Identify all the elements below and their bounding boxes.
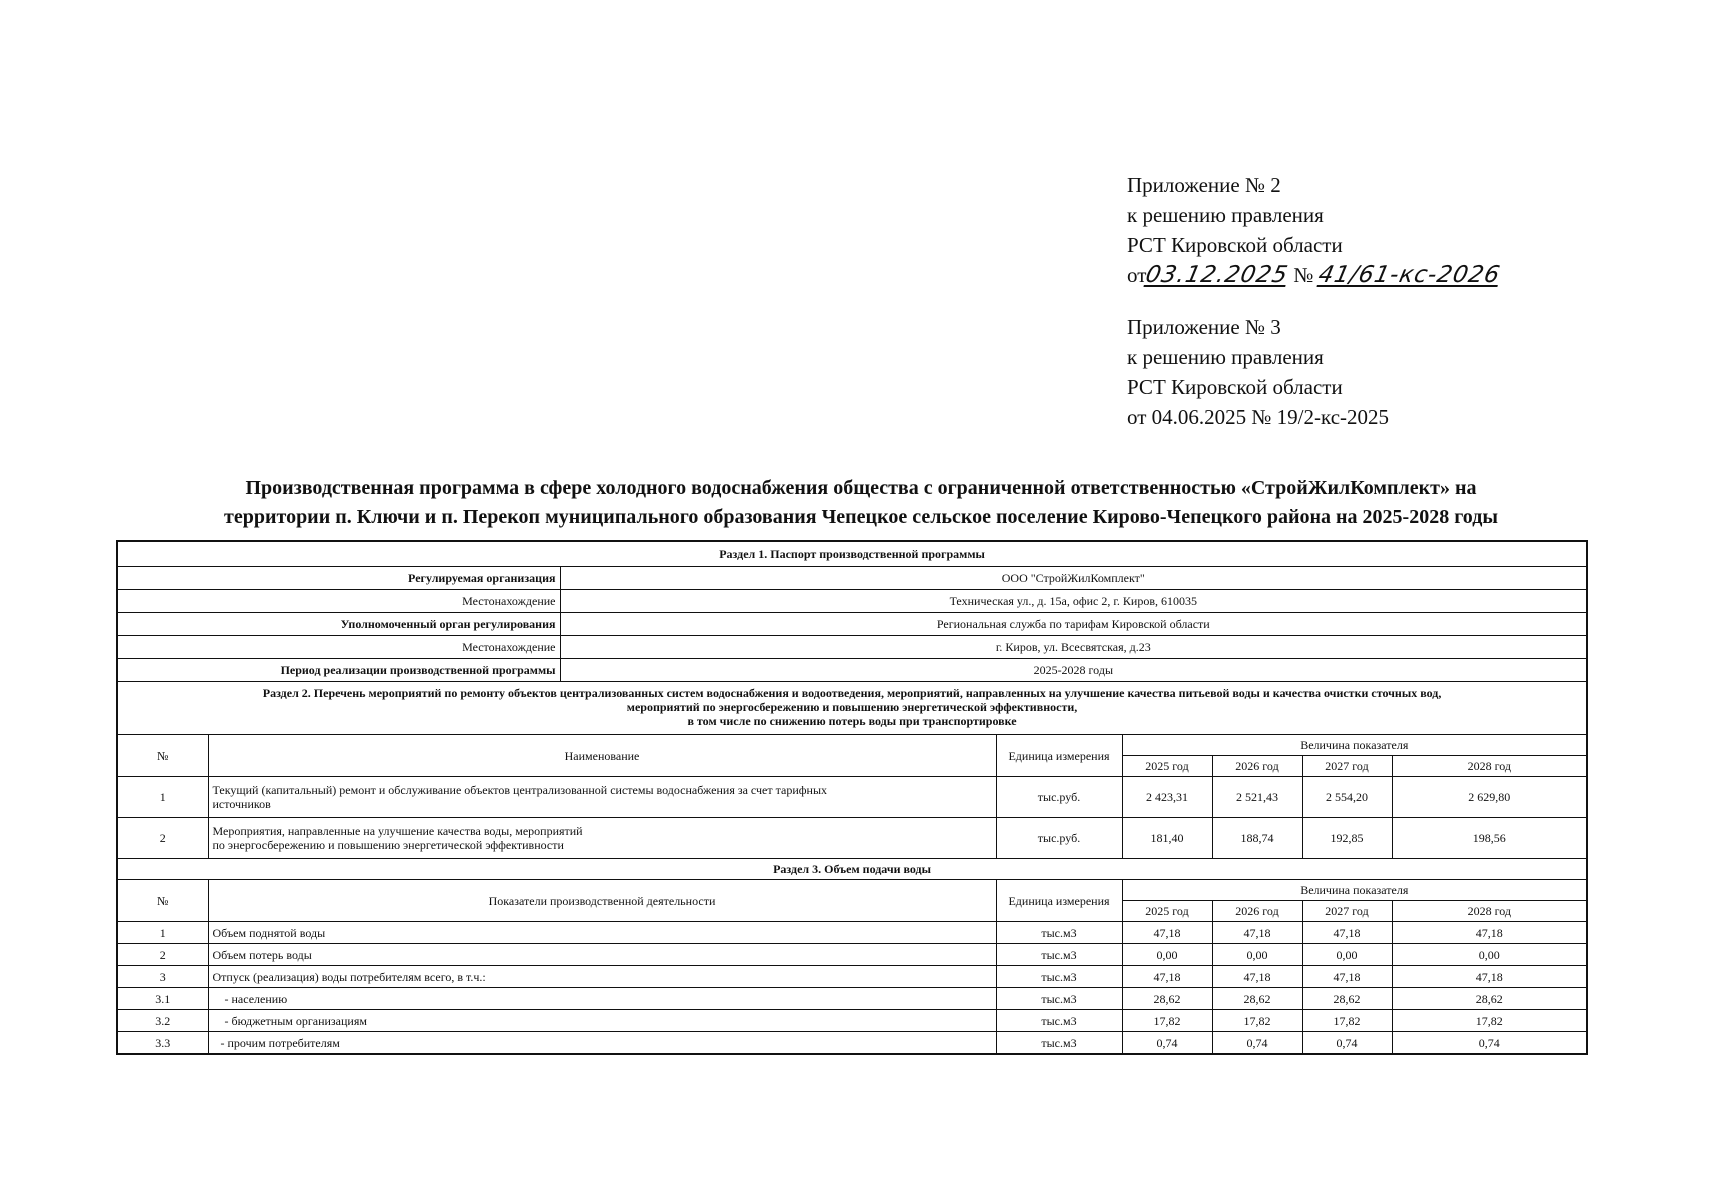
section-2-heading: [117, 682, 1587, 735]
passport-value: 2025-2028 годы: [560, 659, 1587, 682]
passport-label: Местонахождение: [117, 590, 560, 613]
row-value: 198,56: [1392, 818, 1587, 859]
row-name: Отпуск (реализация) воды потребителям всего, в т.ч.:: [208, 966, 996, 988]
passport-value: Региональная служба по тарифам Кировской области: [560, 613, 1587, 636]
column-header-year: 2025 год: [1122, 756, 1212, 777]
column-header-year: 2025 год: [1122, 901, 1212, 922]
appendix-2-authority: РСТ Кировской области: [1127, 233, 1343, 257]
table-row: [117, 944, 1587, 966]
row-value: 0,74: [1212, 1032, 1302, 1055]
row-unit: тыс.м3: [996, 966, 1122, 988]
row-value: 2 629,80: [1392, 777, 1587, 818]
appendix-3-authority: РСТ Кировской области: [1127, 375, 1343, 399]
appendix-2-title: Приложение № 2: [1127, 173, 1281, 197]
section-3-heading: Раздел 3. Объем подачи воды: [117, 859, 1587, 880]
row-value: 28,62: [1302, 988, 1392, 1010]
row-value: 0,00: [1392, 944, 1587, 966]
row-name: - населению: [208, 988, 996, 1010]
row-value: 192,85: [1302, 818, 1392, 859]
column-header-year: 2026 год: [1212, 901, 1302, 922]
row-name: - бюджетным организациям: [208, 1010, 996, 1032]
document-title: [100, 474, 1622, 532]
appendix-3-block: [1127, 312, 1647, 432]
row-value: 47,18: [1122, 966, 1212, 988]
appendix-3-date-number: от 04.06.2025 № 19/2-кс-2025: [1127, 405, 1390, 429]
passport-row: [117, 636, 1587, 659]
passport-row: [117, 659, 1587, 682]
row-name: [208, 777, 996, 818]
table-row: [117, 818, 1587, 859]
table-row: [117, 777, 1587, 818]
column-header-year: 2027 год: [1302, 756, 1392, 777]
section-2-heading-line-3: в том числе по снижению потерь воды при транспортировке: [687, 714, 1017, 728]
row-value: 0,00: [1122, 944, 1212, 966]
appendix-2-from: от: [1127, 263, 1147, 287]
row-name-line-1: Текущий (капитальный) ремонт и обслуживание объектов централизованной системы водоснабжения за счет тарифных: [212, 783, 828, 797]
row-value: 2 423,31: [1122, 777, 1212, 818]
row-unit: тыс.м3: [996, 922, 1122, 944]
row-value: 17,82: [1122, 1010, 1212, 1032]
row-value: 2 554,20: [1302, 777, 1392, 818]
production-program-table: [116, 540, 1588, 1055]
row-value: 181,40: [1122, 818, 1212, 859]
passport-value: Техническая ул., д. 15а, офис 2, г. Киров, 610035: [560, 590, 1587, 613]
row-number: 1: [117, 777, 208, 818]
passport-row: [117, 613, 1587, 636]
table-row: [117, 1010, 1587, 1032]
column-header-year: 2028 год: [1392, 901, 1587, 922]
document-title-line-2: территории п. Ключи и п. Перекоп муниципального образования Чепецкое сельское поселение Кирово-Чепецкого района на 2025-2028 годы: [224, 506, 1498, 528]
table-row: [117, 966, 1587, 988]
passport-label: Местонахождение: [117, 636, 560, 659]
row-number: 2: [117, 818, 208, 859]
column-header-name: Наименование: [208, 735, 996, 777]
row-unit: тыс.м3: [996, 988, 1122, 1010]
row-value: 47,18: [1212, 922, 1302, 944]
column-header-unit: Единица измерения: [996, 880, 1122, 922]
row-value: 17,82: [1302, 1010, 1392, 1032]
passport-label: Период реализации производственной программы: [117, 659, 560, 682]
row-value: 47,18: [1122, 922, 1212, 944]
row-unit: тыс.руб.: [996, 818, 1122, 859]
row-number: 3: [117, 966, 208, 988]
column-header-number: №: [117, 880, 208, 922]
row-value: 0,74: [1122, 1032, 1212, 1055]
handwritten-number: 41/61-кс-2026: [1315, 262, 1503, 288]
row-value: 17,82: [1212, 1010, 1302, 1032]
column-header-value: Величина показателя: [1122, 735, 1587, 756]
row-value: 47,18: [1392, 966, 1587, 988]
row-name: - прочим потребителям: [208, 1032, 996, 1055]
row-number: 3.2: [117, 1010, 208, 1032]
row-unit: тыс.руб.: [996, 777, 1122, 818]
row-name: [208, 818, 996, 859]
column-header-year: 2028 год: [1392, 756, 1587, 777]
section-1-heading: Раздел 1. Паспорт производственной программы: [117, 541, 1587, 567]
passport-row: [117, 567, 1587, 590]
appendix-2-date-line: [1127, 260, 1647, 290]
row-number: 1: [117, 922, 208, 944]
passport-label: Регулируемая организация: [117, 567, 560, 590]
row-value: 28,62: [1392, 988, 1587, 1010]
appendix-2-number-sign: №: [1293, 263, 1314, 287]
row-unit: тыс.м3: [996, 1032, 1122, 1055]
document-title-line-1: Производственная программа в сфере холодного водоснабжения общества с ограниченной ответственностью «СтройЖилКомплект» на: [245, 477, 1477, 499]
row-value: 0,00: [1212, 944, 1302, 966]
table-row: [117, 988, 1587, 1010]
row-value: 2 521,43: [1212, 777, 1302, 818]
row-value: 0,74: [1302, 1032, 1392, 1055]
section-2-heading-line-1: Раздел 2. Перечень мероприятий по ремонту объектов централизованных систем водоснабжения и водоотведения, мероприятий, направленных на улучшение качества питьевой воды и качества очистки сточных вод,: [262, 686, 1442, 700]
passport-value: г. Киров, ул. Всесвятская, д.23: [560, 636, 1587, 659]
row-number: 3.3: [117, 1032, 208, 1055]
passport-row: [117, 590, 1587, 613]
table-row: [117, 1032, 1587, 1055]
row-unit: тыс.м3: [996, 944, 1122, 966]
row-name-line-2: источников: [212, 797, 271, 811]
appendix-2-decision: к решению правления: [1127, 203, 1324, 227]
column-header-name: Показатели производственной деятельности: [208, 880, 996, 922]
row-name: Объем потерь воды: [208, 944, 996, 966]
passport-label: Уполномоченный орган регулирования: [117, 613, 560, 636]
column-header-year: 2026 год: [1212, 756, 1302, 777]
column-header-value: Величина показателя: [1122, 880, 1587, 901]
row-name-line-2: по энергосбережению и повышению энергетической эффективности: [212, 838, 564, 852]
appendix-2-block: [1127, 170, 1647, 290]
row-value: 0,74: [1392, 1032, 1587, 1055]
row-name: Объем поднятой воды: [208, 922, 996, 944]
appendix-3-title: Приложение № 3: [1127, 315, 1281, 339]
passport-value: ООО "СтройЖилКомплект": [560, 567, 1587, 590]
row-value: 47,18: [1302, 966, 1392, 988]
row-value: 188,74: [1212, 818, 1302, 859]
row-value: 17,82: [1392, 1010, 1587, 1032]
row-value: 0,00: [1302, 944, 1392, 966]
row-value: 28,62: [1212, 988, 1302, 1010]
section-2-heading-line-2: мероприятий по энергосбережению и повышению энергетической эффективности,: [626, 700, 1078, 714]
row-unit: тыс.м3: [996, 1010, 1122, 1032]
row-value: 28,62: [1122, 988, 1212, 1010]
appendix-3-decision: к решению правления: [1127, 345, 1324, 369]
column-header-year: 2027 год: [1302, 901, 1392, 922]
row-number: 3.1: [117, 988, 208, 1010]
row-number: 2: [117, 944, 208, 966]
handwritten-date: 03.12.2025: [1143, 262, 1291, 288]
column-header-unit: Единица измерения: [996, 735, 1122, 777]
row-value: 47,18: [1392, 922, 1587, 944]
row-name-line-1: Мероприятия, направленные на улучшение качества воды, мероприятий: [212, 824, 583, 838]
table-row: [117, 922, 1587, 944]
column-header-number: №: [117, 735, 208, 777]
row-value: 47,18: [1212, 966, 1302, 988]
row-value: 47,18: [1302, 922, 1392, 944]
